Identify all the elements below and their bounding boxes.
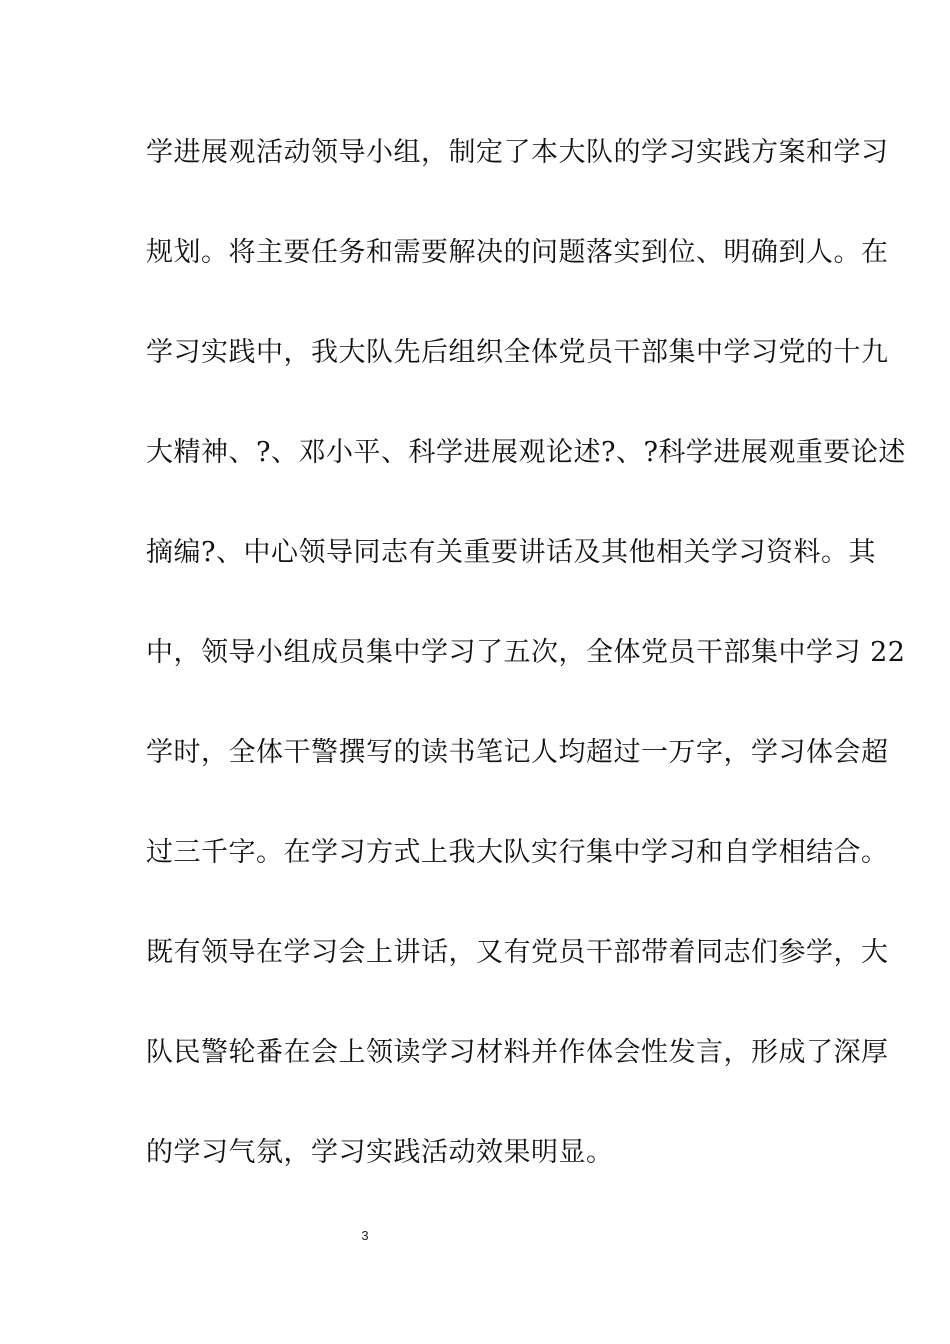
text-line: 规划。将主要任务和需要解决的问题落实到位、明确到人。在 — [146, 237, 889, 268]
text-line: 学习实践中，我大队先后组织全体党员干部集中学习党的十九 — [146, 337, 889, 368]
text-line: 既有领导在学习会上讲话，又有党员干部带着同志们参学，大 — [146, 937, 889, 968]
text-line: 中，领导小组成员集中学习了五次，全体党员干部集中学习 22 — [146, 637, 906, 668]
text-line: 学进展观活动领导小组，制定了本大队的学习实践方案和学习 — [146, 137, 889, 168]
text-line: 摘编?、中心领导同志有关重要讲话及其他相关学习资料。其 — [146, 537, 876, 568]
body-paragraph — [146, 126, 906, 1226]
page-number: 3 — [361, 1228, 369, 1243]
text-line: 的学习气氛，学习实践活动效果明显。 — [146, 1137, 614, 1168]
text-line: 大精神、?、邓小平、科学进展观论述?、?科学进展观重要论述 — [146, 437, 906, 468]
text-line: 队民警轮番在会上领读学习材料并作体会性发言，形成了深厚 — [146, 1037, 889, 1068]
text-line: 过三千字。在学习方式上我大队实行集中学习和自学相结合。 — [146, 837, 889, 868]
text-line: 学时，全体干警撰写的读书笔记人均超过一万字，学习体会超 — [146, 737, 889, 768]
